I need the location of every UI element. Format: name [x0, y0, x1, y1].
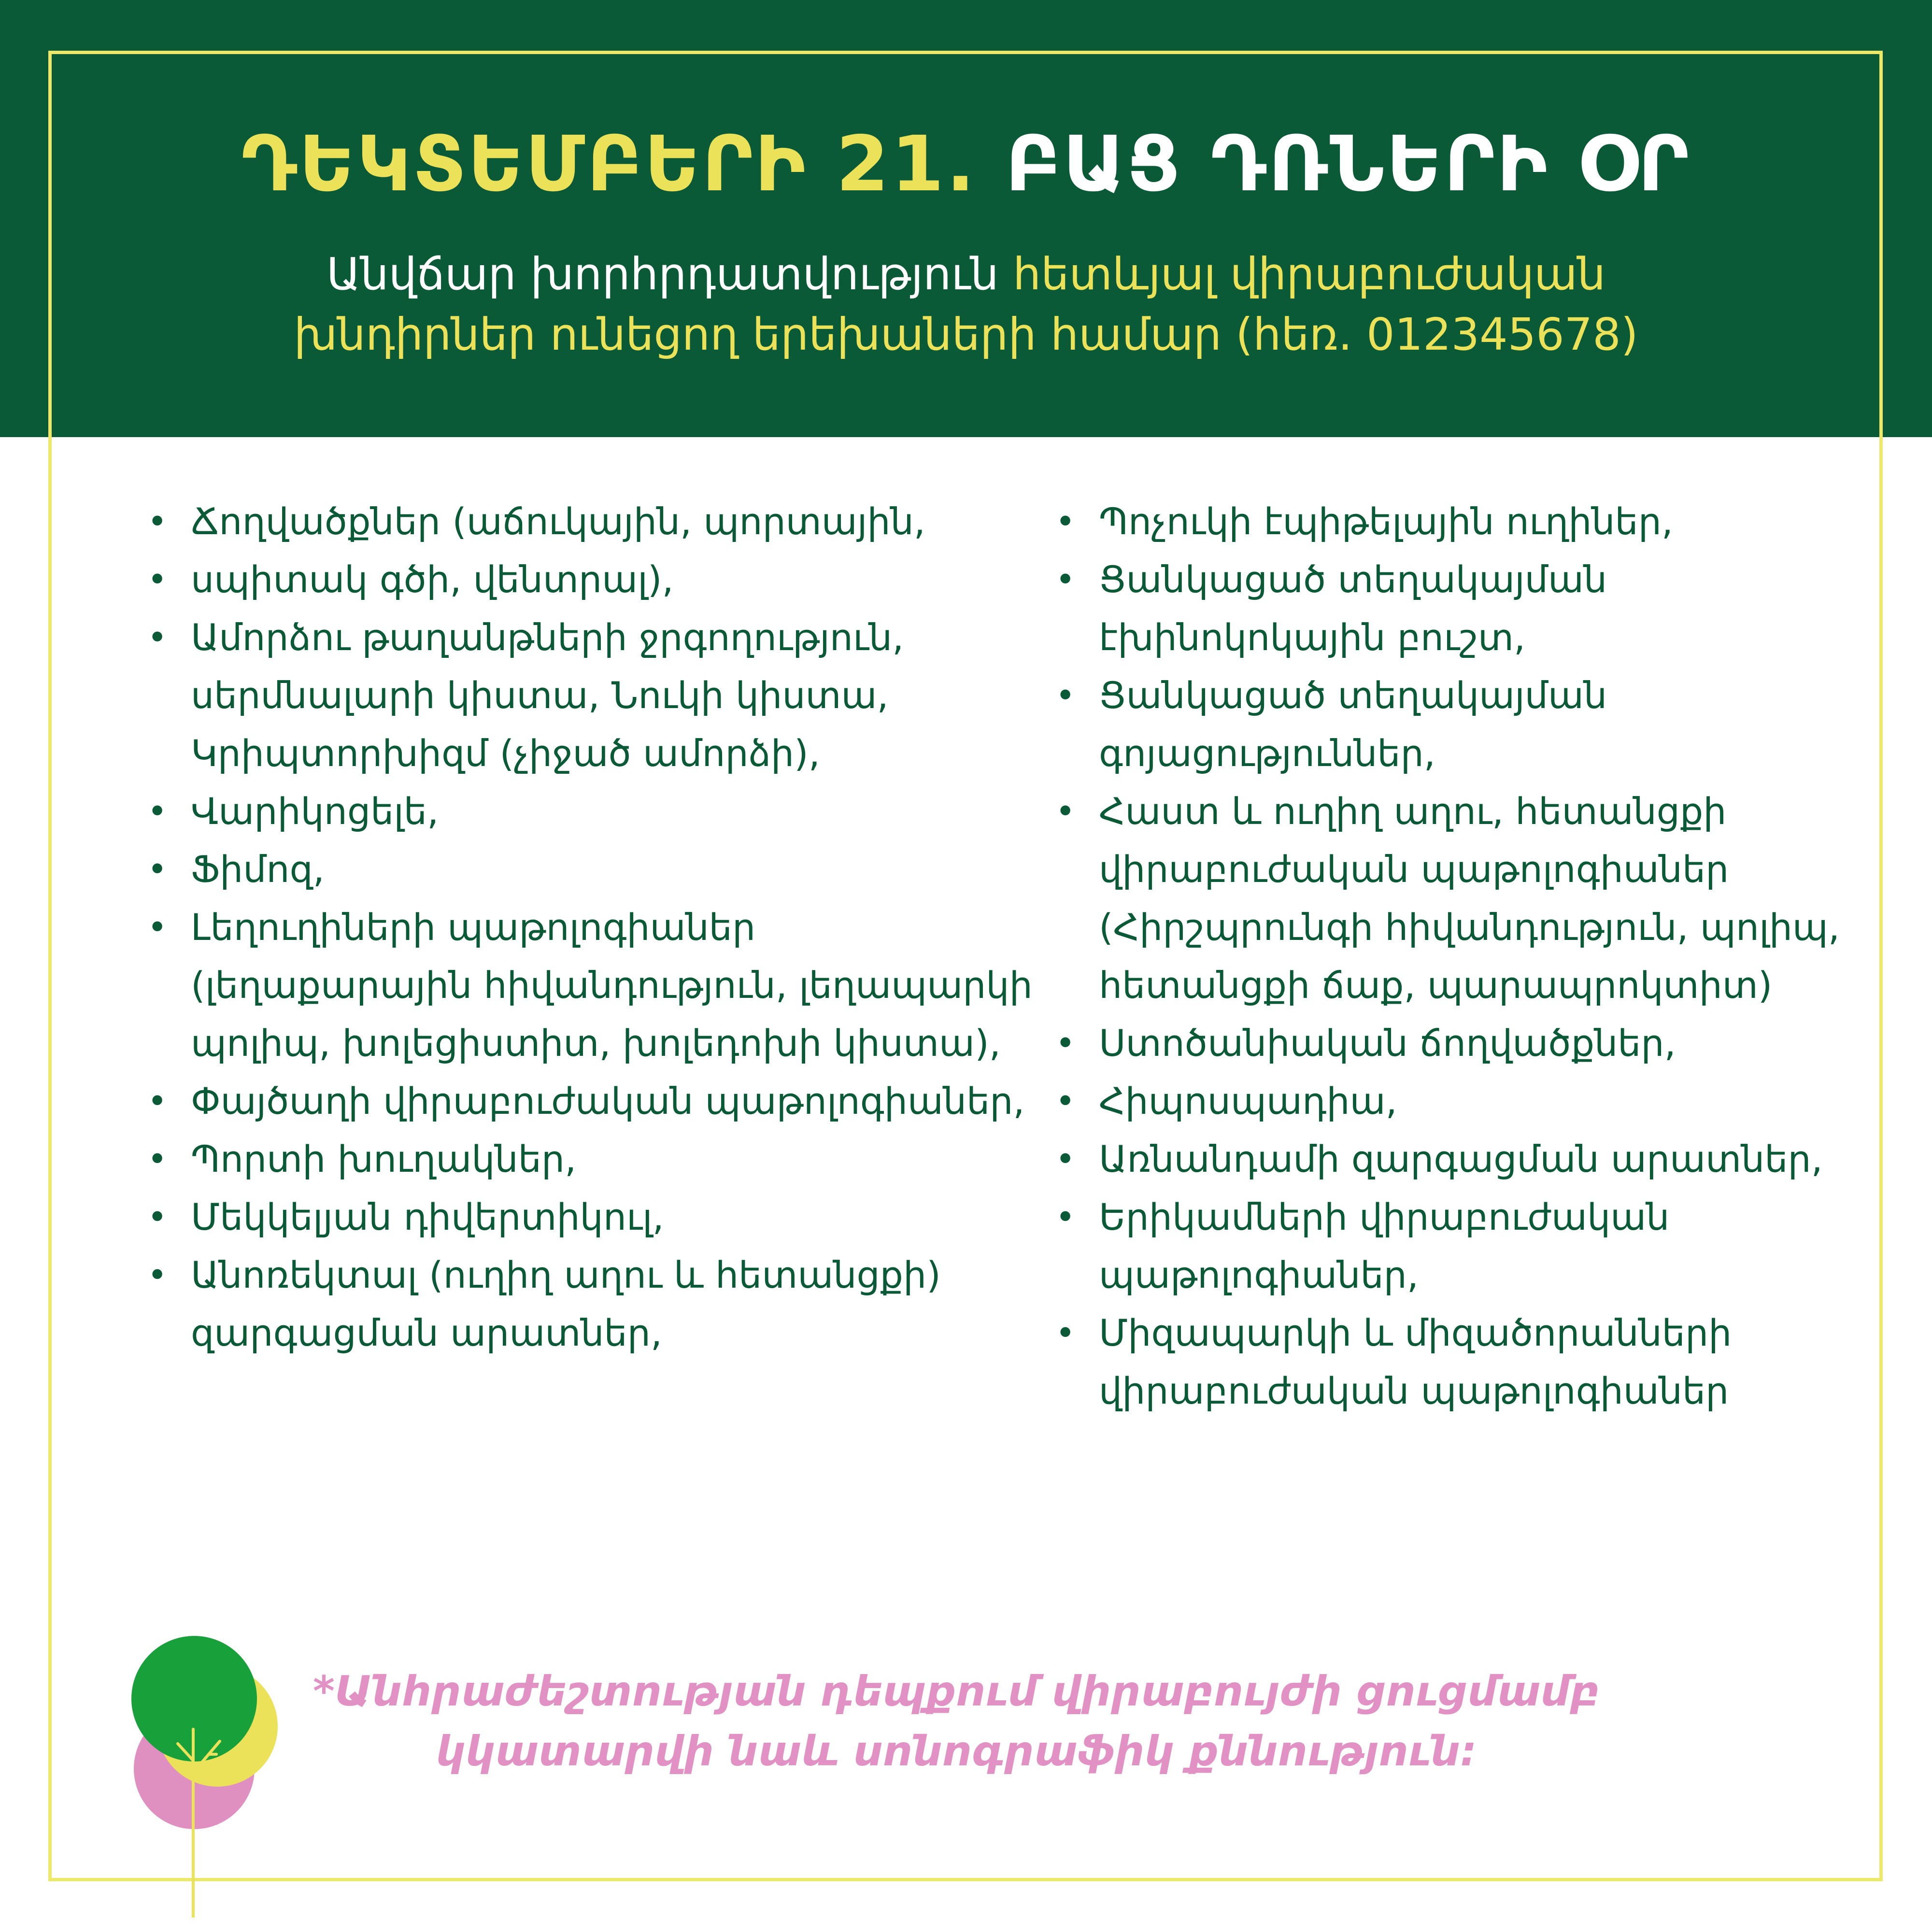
title-date: ԴԵԿՏԵՄԲԵՐԻ 21. — [241, 120, 977, 209]
list-item: • Ցանկացած տեղակայման գոյացություններ, — [1055, 667, 1852, 782]
list-item: • Լեղուղիների պաթոլոգիաներ (լեղաքարային հիվանդություն, լեղապարկի պոլիպ, խոլեցիստիտ, խոլեդոխի կիստա), — [147, 898, 1041, 1072]
list-item: • Ճողվածքներ (աճուկային, պորտային, — [147, 493, 1041, 551]
list-item: • Ստոծանիական ճողվածքներ, — [1055, 1014, 1852, 1072]
list-item: • Ամորձու թաղանթների ջրգողություն, սերմնալարի կիստա, Նուկի կիստա, Կրիպտորխիզմ (չիջած ամորձի), — [147, 609, 1041, 782]
subtitle-line-1-white: Անվճար խորհրդատվություն — [326, 248, 1013, 300]
list-item: • Ցանկացած տեղակայման էխինոկոկային բուշտ, — [1055, 551, 1852, 667]
footnote — [270, 1662, 1642, 1781]
subtitle-line-2 — [0, 304, 1932, 365]
conditions-list-right — [1055, 493, 1852, 1420]
subtitle — [0, 244, 1932, 365]
list-item: • Պոչուկի էպիթելային ուղիներ, — [1055, 493, 1852, 551]
title-event: ԲԱՑ ԴՌՆԵՐԻ ՕՐ — [1005, 120, 1691, 209]
list-item: • Միզապարկի և միզածորանների վիրաբուժական պաթոլոգիաներ — [1055, 1304, 1852, 1420]
list-item: • Փայծաղի վիրաբուժական պաթոլոգիաներ, — [147, 1072, 1041, 1130]
list-item: • Հաստ և ուղիղ աղու, հետանցքի վիրաբուժական պաթոլոգիաներ (Հիրշպրունգի հիվանդություն, պոլիպ, հետանցքի ճաք, պարապրոկտիտ) — [1055, 782, 1852, 1014]
list-item: • Երիկամների վիրաբուժական պաթոլոգիաներ, — [1055, 1188, 1852, 1304]
footnote-line-2: կկատարվի նաև սոնոգրաֆիկ քննություն: — [436, 1727, 1477, 1776]
footnote-line-1: *Անհրաժեշտության դեպքում վիրաբույժի ցուցմամբ — [313, 1667, 1600, 1716]
list-item: • սպիտակ գծի, վենտրալ), — [147, 551, 1041, 609]
list-item: • Պորտի խուղակներ, — [147, 1130, 1041, 1188]
tree-circles-logo-icon — [116, 1628, 280, 1918]
list-item: • Անոռեկտալ (ուղիղ աղու և հետանցքի) զարգացման արատներ, — [147, 1246, 1041, 1362]
conditions-list-left — [147, 493, 1041, 1362]
list-item: • Առնանդամի զարգացման արատներ, — [1055, 1130, 1852, 1188]
page-title — [0, 121, 1932, 208]
subtitle-line-1-yellow: հետևյալ վիրաբուժական — [1012, 248, 1606, 300]
list-item: • Մեկկելյան դիվերտիկուլ, — [147, 1188, 1041, 1246]
list-item: • Վարիկոցելե, — [147, 782, 1041, 840]
list-item: • Հիպոսպադիա, — [1055, 1072, 1852, 1130]
subtitle-line-1 — [0, 244, 1932, 304]
list-item: • Ֆիմոզ, — [147, 840, 1041, 898]
subtitle-line-2-yellow: խնդիրներ ունեցող երեխաների համար (հեռ. 012345678) — [294, 309, 1638, 360]
